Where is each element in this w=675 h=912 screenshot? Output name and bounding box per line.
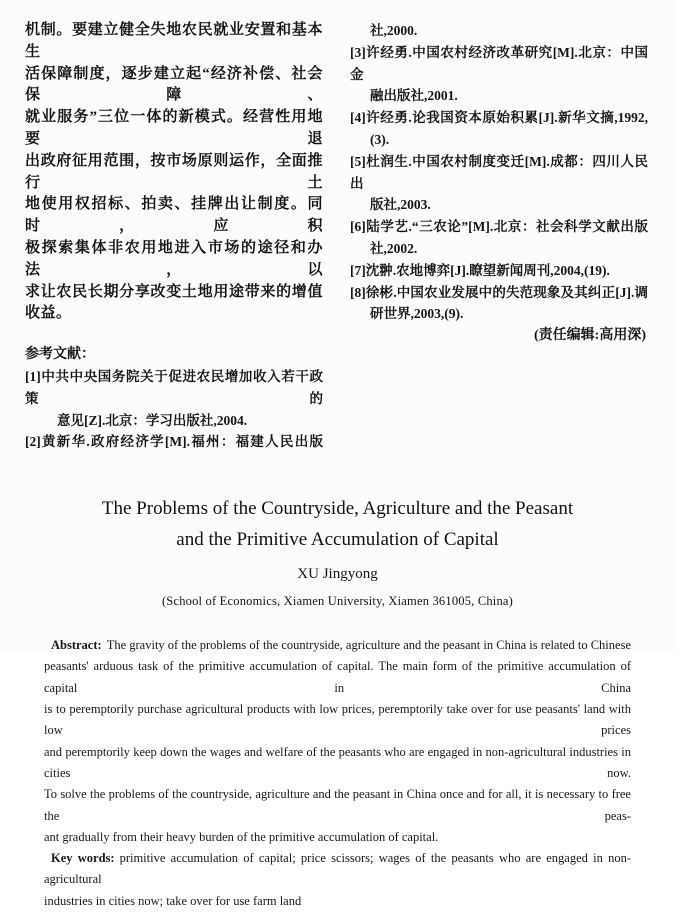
- reference-item-4-continuation: (3).: [370, 131, 390, 147]
- body-text-line: 活保障制度，逐步建立起“经济补偿、社会保障、: [25, 65, 323, 104]
- reference-item-6: [6]陆学艺.“三农论”[M].北京：社会科学文献出版: [350, 219, 648, 235]
- reference-item-6-continuation: 社,2002.: [370, 240, 418, 256]
- abstract-text: The gravity of the problems of the countryside, agriculture and the peasant in China is related to Chinese: [106, 638, 631, 653]
- author-name: XU Jingyong: [297, 566, 378, 583]
- reference-item-4: [4]许经勇.论我国资本原始积累[J].新华文摘,1992,: [350, 110, 648, 126]
- right-column: [350, 20, 648, 453]
- reference-item-8-continuation: 研世界,2003,(9).: [370, 306, 464, 322]
- reference-item-3-continuation: 融出版社,2001.: [370, 88, 458, 104]
- body-text-line: 机制。要建立健全失地农民就业安置和基本生: [25, 22, 323, 60]
- reference-item-3: [3]许经勇.中国农村经济改革研究[M].北京：中国金: [350, 44, 648, 82]
- reference-item-8: [8]徐彬.中国农业发展中的失范现象及其纠正[J].调: [350, 284, 648, 300]
- keywords: [44, 848, 631, 912]
- author-affiliation: (School of Economics, Xiamen University, Xiamen 361005, China): [161, 594, 514, 609]
- body-text-line: 收益。: [25, 305, 72, 322]
- abstract-line: To solve the problems of the countryside, agriculture and the peasant in China once and for all, it is necessary to free the peas-: [44, 787, 631, 823]
- reference-item-2: [2]黄新华.政府经济学[M].福州：福建人民出版: [25, 434, 323, 450]
- keywords-text: primitive accumulation of capital; price scissors; wages of the peasants who are engaged in non-agricultural: [44, 851, 631, 887]
- body-text-line: 极探索集体非农用地进入市场的途径和办法，以: [25, 239, 323, 278]
- reference-item-7: [7]沈翀.农地博弈[J].瞭望新闻周刊,2004,(19).: [350, 262, 610, 278]
- article-title-english: [0, 493, 675, 555]
- body-text-line: 地使用权招标、拍卖、挂牌出让制度。同时，应积: [25, 196, 323, 235]
- body-text-line: 求让农民长期分享改变土地用途带来的增值: [25, 283, 323, 300]
- keywords-line: industries in cities now; take over for use farm land: [44, 893, 302, 908]
- body-text-line: 出政府征用范围，按市场原则运作，全面推行土: [25, 152, 323, 191]
- abstract-line: peasants' arduous task of the primitive accumulation of capital. The main form of the primitive accumulation of capital in China: [44, 659, 631, 695]
- left-column: [25, 20, 323, 453]
- english-abstract-section: [0, 493, 675, 912]
- body-text-line: 就业服务”三位一体的新模式。经营性用地要退: [25, 109, 323, 147]
- abstract-line: is to peremptorily purchase agricultural products with low prices, peremptorily take over for use peasants' land with low prices: [44, 702, 631, 738]
- reference-item-1-continuation: 意见[Z].北京：学习出版社,2004.: [57, 412, 248, 428]
- abstract: [44, 635, 631, 848]
- title-line-2: and the Primitive Accumulation of Capital: [176, 529, 499, 551]
- reference-item-5: [5]杜润生.中国农村制度变迁[M].成都：四川人民出: [350, 153, 648, 191]
- chinese-text-section: [0, 0, 675, 453]
- keywords-label: Key words:: [51, 851, 115, 866]
- title-line-1: The Problems of the Countryside, Agriculture and the Peasant: [101, 498, 574, 520]
- abstract-line: and peremptorily keep down the wages and welfare of the peasants who are engaged in non-agricultural industries in cities now.: [44, 744, 631, 780]
- reference-item-5-continuation: 版社,2003.: [370, 197, 431, 213]
- editor-note: (责任编辑:高用深): [534, 328, 646, 344]
- abstract-line: ant gradually from their heavy burden of the primitive accumulation of capital.: [44, 829, 439, 844]
- reference-item-2-continuation: 社,2000.: [370, 23, 418, 38]
- reference-item-1: [1]中共中央国务院关于促进农民增加收入若干政策的: [25, 368, 323, 406]
- abstract-line: [44, 635, 631, 656]
- references-heading: 参考文献：: [25, 347, 95, 363]
- abstract-label: Abstract:: [51, 638, 102, 653]
- keywords-line: [44, 848, 631, 891]
